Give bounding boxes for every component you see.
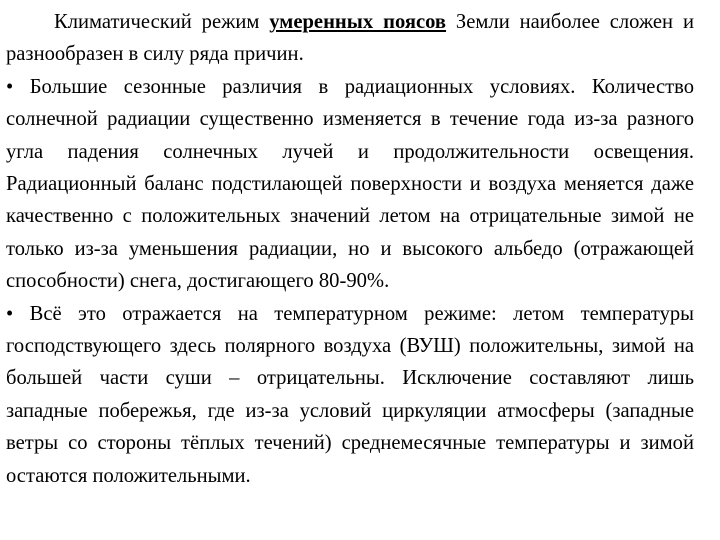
bullet-paragraph-2 <box>6 298 694 492</box>
bullet-paragraph-1 <box>6 71 694 298</box>
bullet-marker: • <box>6 75 14 98</box>
intro-paragraph <box>6 6 694 71</box>
slide-text <box>6 6 694 492</box>
intro-text-end: Земли наиболее сложен и разнообразен в силу ряда причин. <box>6 11 694 66</box>
intro-text-start: Климатический режим <box>54 11 270 33</box>
bullet-marker: • <box>6 302 14 325</box>
highlight-term: умеренных поясов <box>269 11 447 33</box>
bullet-text: Большие сезонные различия в радиационных условиях. Количество солнечной радиации существенно изменяется в течение года из-за разного угла падения солнечных лучей и продолжительности освещения. Радиационный баланс подстилающей поверхности и воздуха меняется даже качественно с положительных значений летом на отрицательные зимой не только из-за уменьшения радиации, но и высокого альбедо (отражающей способности) снега, достигающего 80-90%. <box>6 75 694 293</box>
bullet-text: Всё это отражается на температурном режиме: летом температуры господствующего здесь полярного воздуха (ВУШ) положительны, зимой на большей части суши – отрицательны. Исключение составляют лишь западные побережья, где из-за условий циркуляции атмосферы (западные ветры со стороны тёплых течений) среднемесячные температуры и зимой остаются положительными. <box>6 302 694 487</box>
